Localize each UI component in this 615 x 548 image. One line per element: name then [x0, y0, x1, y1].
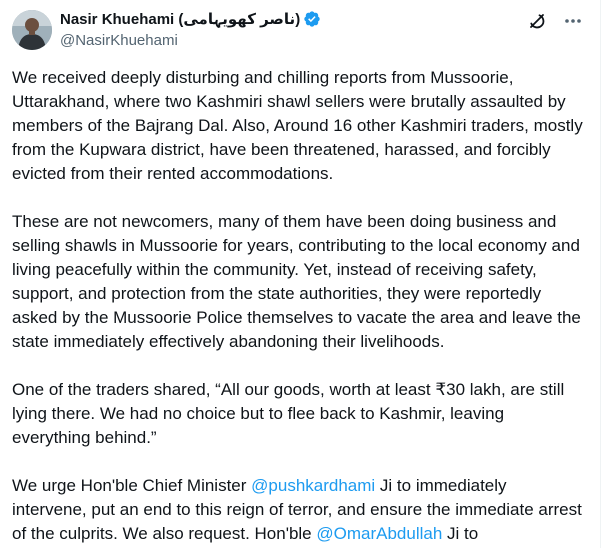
author-names [60, 9, 321, 51]
tweet-header [12, 4, 584, 60]
more-options-icon[interactable] [562, 10, 584, 32]
mention-omarabdullah[interactable]: @OmarAbdullah [316, 524, 443, 543]
paragraph-4-text-1: We urge Hon'ble Chief Minister [12, 476, 252, 495]
paragraph-4-text-3: Ji to [442, 524, 479, 543]
paragraph-3: One of the traders shared, “All our goods, worth at least ₹30 lakh, are still lying there. We had no choice but to flee back to Kashmir, leaving everything behind.” [12, 380, 569, 447]
verified-badge-icon[interactable] [303, 10, 321, 28]
paragraph-2: These are not newcomers, many of them have been doing business and selling shawls in Mussoorie for years, contributing to the local economy and living peacefully within the community. Yet, instead of receiving safety, support, and protection from the state authorities, they were reportedly asked by the Mussoorie Police themselves to vacate the area and leave the state immediately effectively abandoning their livelihoods. [12, 212, 586, 351]
grok-icon[interactable] [526, 10, 548, 32]
tweet-text [12, 66, 588, 546]
header-actions [526, 10, 584, 32]
display-name-row [60, 9, 321, 29]
paragraph-1: We received deeply disturbing and chilling reports from Mussoorie, Uttarakhand, where two Kashmiri shawl sellers were brutally assaulted by members of the Bajrang Dal. Also, Around 16 other Kashmiri traders, mostly from the Kupwara district, have been threatened, harassed, and forcibly evicted from their rented accommodations. [12, 68, 588, 183]
avatar[interactable] [12, 10, 52, 50]
mention-pushkardhami[interactable]: @pushkardhami [251, 476, 376, 495]
avatar-image [12, 10, 52, 50]
paragraph-4-text-2: Ji to immediately intervene, put an end to this reign of terror, and ensure the immediate arrest of the culprits. We also request. Hon'ble [12, 476, 587, 543]
paragraph-4 [12, 474, 587, 546]
author-handle[interactable]: @NasirKhuehami [60, 32, 178, 49]
display-name[interactable]: Nasir Khuehami (ناصر کھویہامی) [60, 11, 301, 28]
column-divider [600, 0, 601, 548]
